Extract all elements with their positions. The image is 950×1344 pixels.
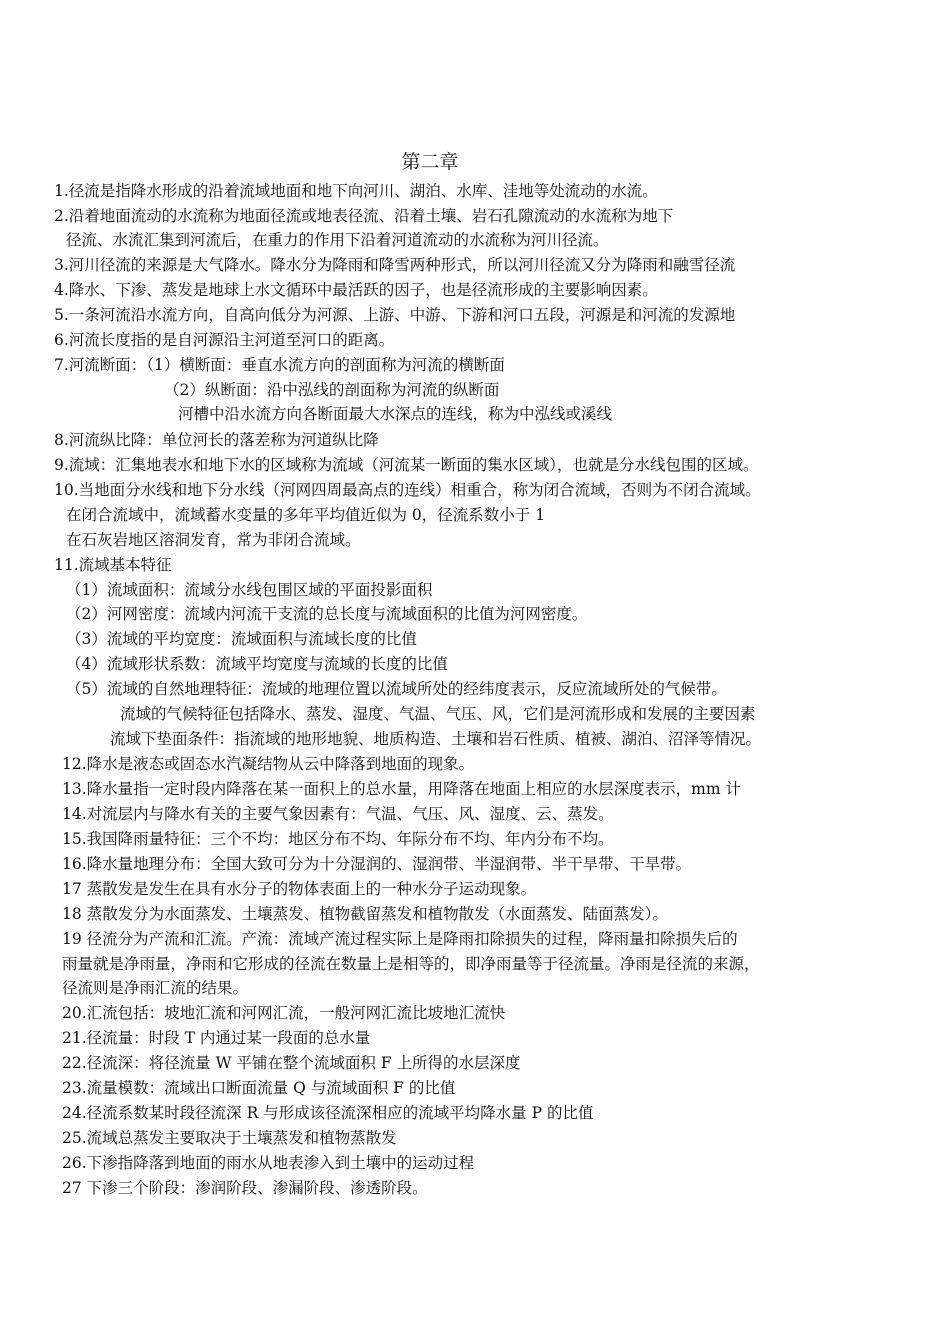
note-line: 5.一条河流沿水流方向，自高向低分为河源、上游、中游、下游和河口五段，河源是和河流的发源地 [54,306,736,324]
note-line: 2.沿着地面流动的水流称为地面径流或地表径流、沿着土壤、岩石孔隙流动的水流称为地下 [54,207,674,225]
note-line: 26.下渗指降落到地面的雨水从地表渗入到土壤中的运动过程 [62,1154,475,1172]
chapter-title: 第二章 [401,151,459,173]
note-line: 16.降水量地理分布：全国大致可分为十分湿润的、湿润带、半湿润带、半干旱带、干旱带。 [62,855,692,873]
note-line: 19 径流分为产流和汇流。产流：流域产流过程实际上是降雨扣除损失的过程，降雨量扣除损失后的 [62,930,738,948]
note-line: 在闭合流域中，流域蓄水变量的多年平均值近似为 0，径流系数小于 1 [66,506,546,524]
note-line: 流域的气候特征包括降水、蒸发、湿度、气温、气压、风，它们是河流形成和发展的主要因素 [120,705,756,723]
note-line: 雨量就是净雨量，净雨和它形成的径流在数量上是相等的，即净雨量等于径流量。净雨是径流的来源， [62,955,760,973]
note-line: 8.河流纵比降：单位河长的落差称为河道纵比降 [54,431,379,449]
note-line: 1.径流是指降水形成的沿着流域地面和地下向河川、湖泊、水库、洼地等处流动的水流。 [54,182,658,200]
note-line: 6.河流长度指的是自河源沿主河道至河口的距离。 [54,331,395,349]
note-line: （3）流域的平均宽度：流域面积与流域长度的比值 [66,630,417,648]
note-line: 22.径流深：将径流量 W 平铺在整个流域面积 F 上所得的水层深度 [62,1054,521,1072]
note-line: 12.降水是液态或固态水汽凝结物从云中降落到地面的现象。 [62,755,475,773]
note-line: 径流、水流汇集到河流后，在重力的作用下沿着河道流动的水流称为河川径流。 [66,231,609,249]
note-line: 18 蒸散发分为水面蒸发、土壤蒸发、植物截留蒸发和植物散发（水面蒸发、陆面蒸发）。 [62,905,668,923]
note-line: （5）流域的自然地理特征：流域的地理位置以流域所处的经纬度表示，反应流域所处的气候带。 [66,680,727,698]
note-line: 27 下渗三个阶段：渗润阶段、渗漏阶段、渗透阶段。 [62,1179,428,1197]
note-line: （2）纵断面：沿中泓线的剖面称为河流的纵断面 [164,381,500,399]
note-line: （2）河网密度：流域内河流干支流的总长度与流域面积的比值为河网密度。 [66,605,588,623]
note-line: 17 蒸散发是发生在具有水分子的物体表面上的一种水分子运动现象。 [62,880,537,898]
note-line: 11.流域基本特征 [54,556,172,574]
note-line: 13.降水量指一定时段内降落在某一面积上的总水量，用降落在地面上相应的水层深度表示，mm 计 [62,780,741,798]
note-line: 4.降水、下渗、蒸发是地球上水文循环中最活跃的因子，也是径流形成的主要影响因素。 [54,281,658,299]
note-line: 25.流域总蒸发主要取决于土壤蒸发和植物蒸散发 [62,1129,397,1147]
note-line: （1）流域面积：流域分水线包围区域的平面投影面积 [66,581,433,599]
note-line: 21.径流量：时段 T 内通过某一段面的总水量 [62,1029,371,1047]
note-line: 流域下垫面条件：指流域的地形地貌、地质构造、土壤和岩石性质、植被、湖泊、沼泽等情况。 [110,730,762,748]
note-line: （4）流域形状系数：流域平均宽度与流域的长度的比值 [66,655,448,673]
note-line: 河槽中沿水流方向各断面最大水深点的连线，称为中泓线或溪线 [178,405,613,423]
note-line: 3.河川径流的来源是大气降水。降水分为降雨和降雪两种形式，所以河川径流又分为降雨和融雪径流 [54,256,736,274]
note-line: 径流则是净雨汇流的结果。 [62,979,249,997]
note-line: 15.我国降雨量特征：三个不均：地区分布不均、年际分布不均、年内分布不均。 [62,830,614,848]
note-line: 9.流域：汇集地表水和地下水的区域称为流域（河流某一断面的集水区域），也就是分水线包围的区域。 [54,456,759,474]
note-line: 10.当地面分水线和地下分水线（河网四周最高点的连线）相重合，称为闭合流域，否则为不闭合流域。 [54,481,761,499]
note-line: 23.流量模数：流域出口断面流量 Q 与流域面积 F 的比值 [62,1079,456,1097]
note-line: 24.径流系数某时段径流深 R 与形成该径流深相应的流域平均降水量 P 的比值 [62,1104,594,1122]
note-line: 在石灰岩地区溶洞发育，常为非闭合流域。 [66,531,361,549]
note-line: 7.河流断面：（1）横断面：垂直水流方向的剖面称为河流的横断面 [54,356,505,374]
note-line: 14.对流层内与降水有关的主要气象因素有：气温、气压、风、湿度、云、蒸发。 [62,805,614,823]
note-line: 20.汇流包括：坡地汇流和河网汇流，一般河网汇流比坡地汇流快 [62,1004,506,1022]
